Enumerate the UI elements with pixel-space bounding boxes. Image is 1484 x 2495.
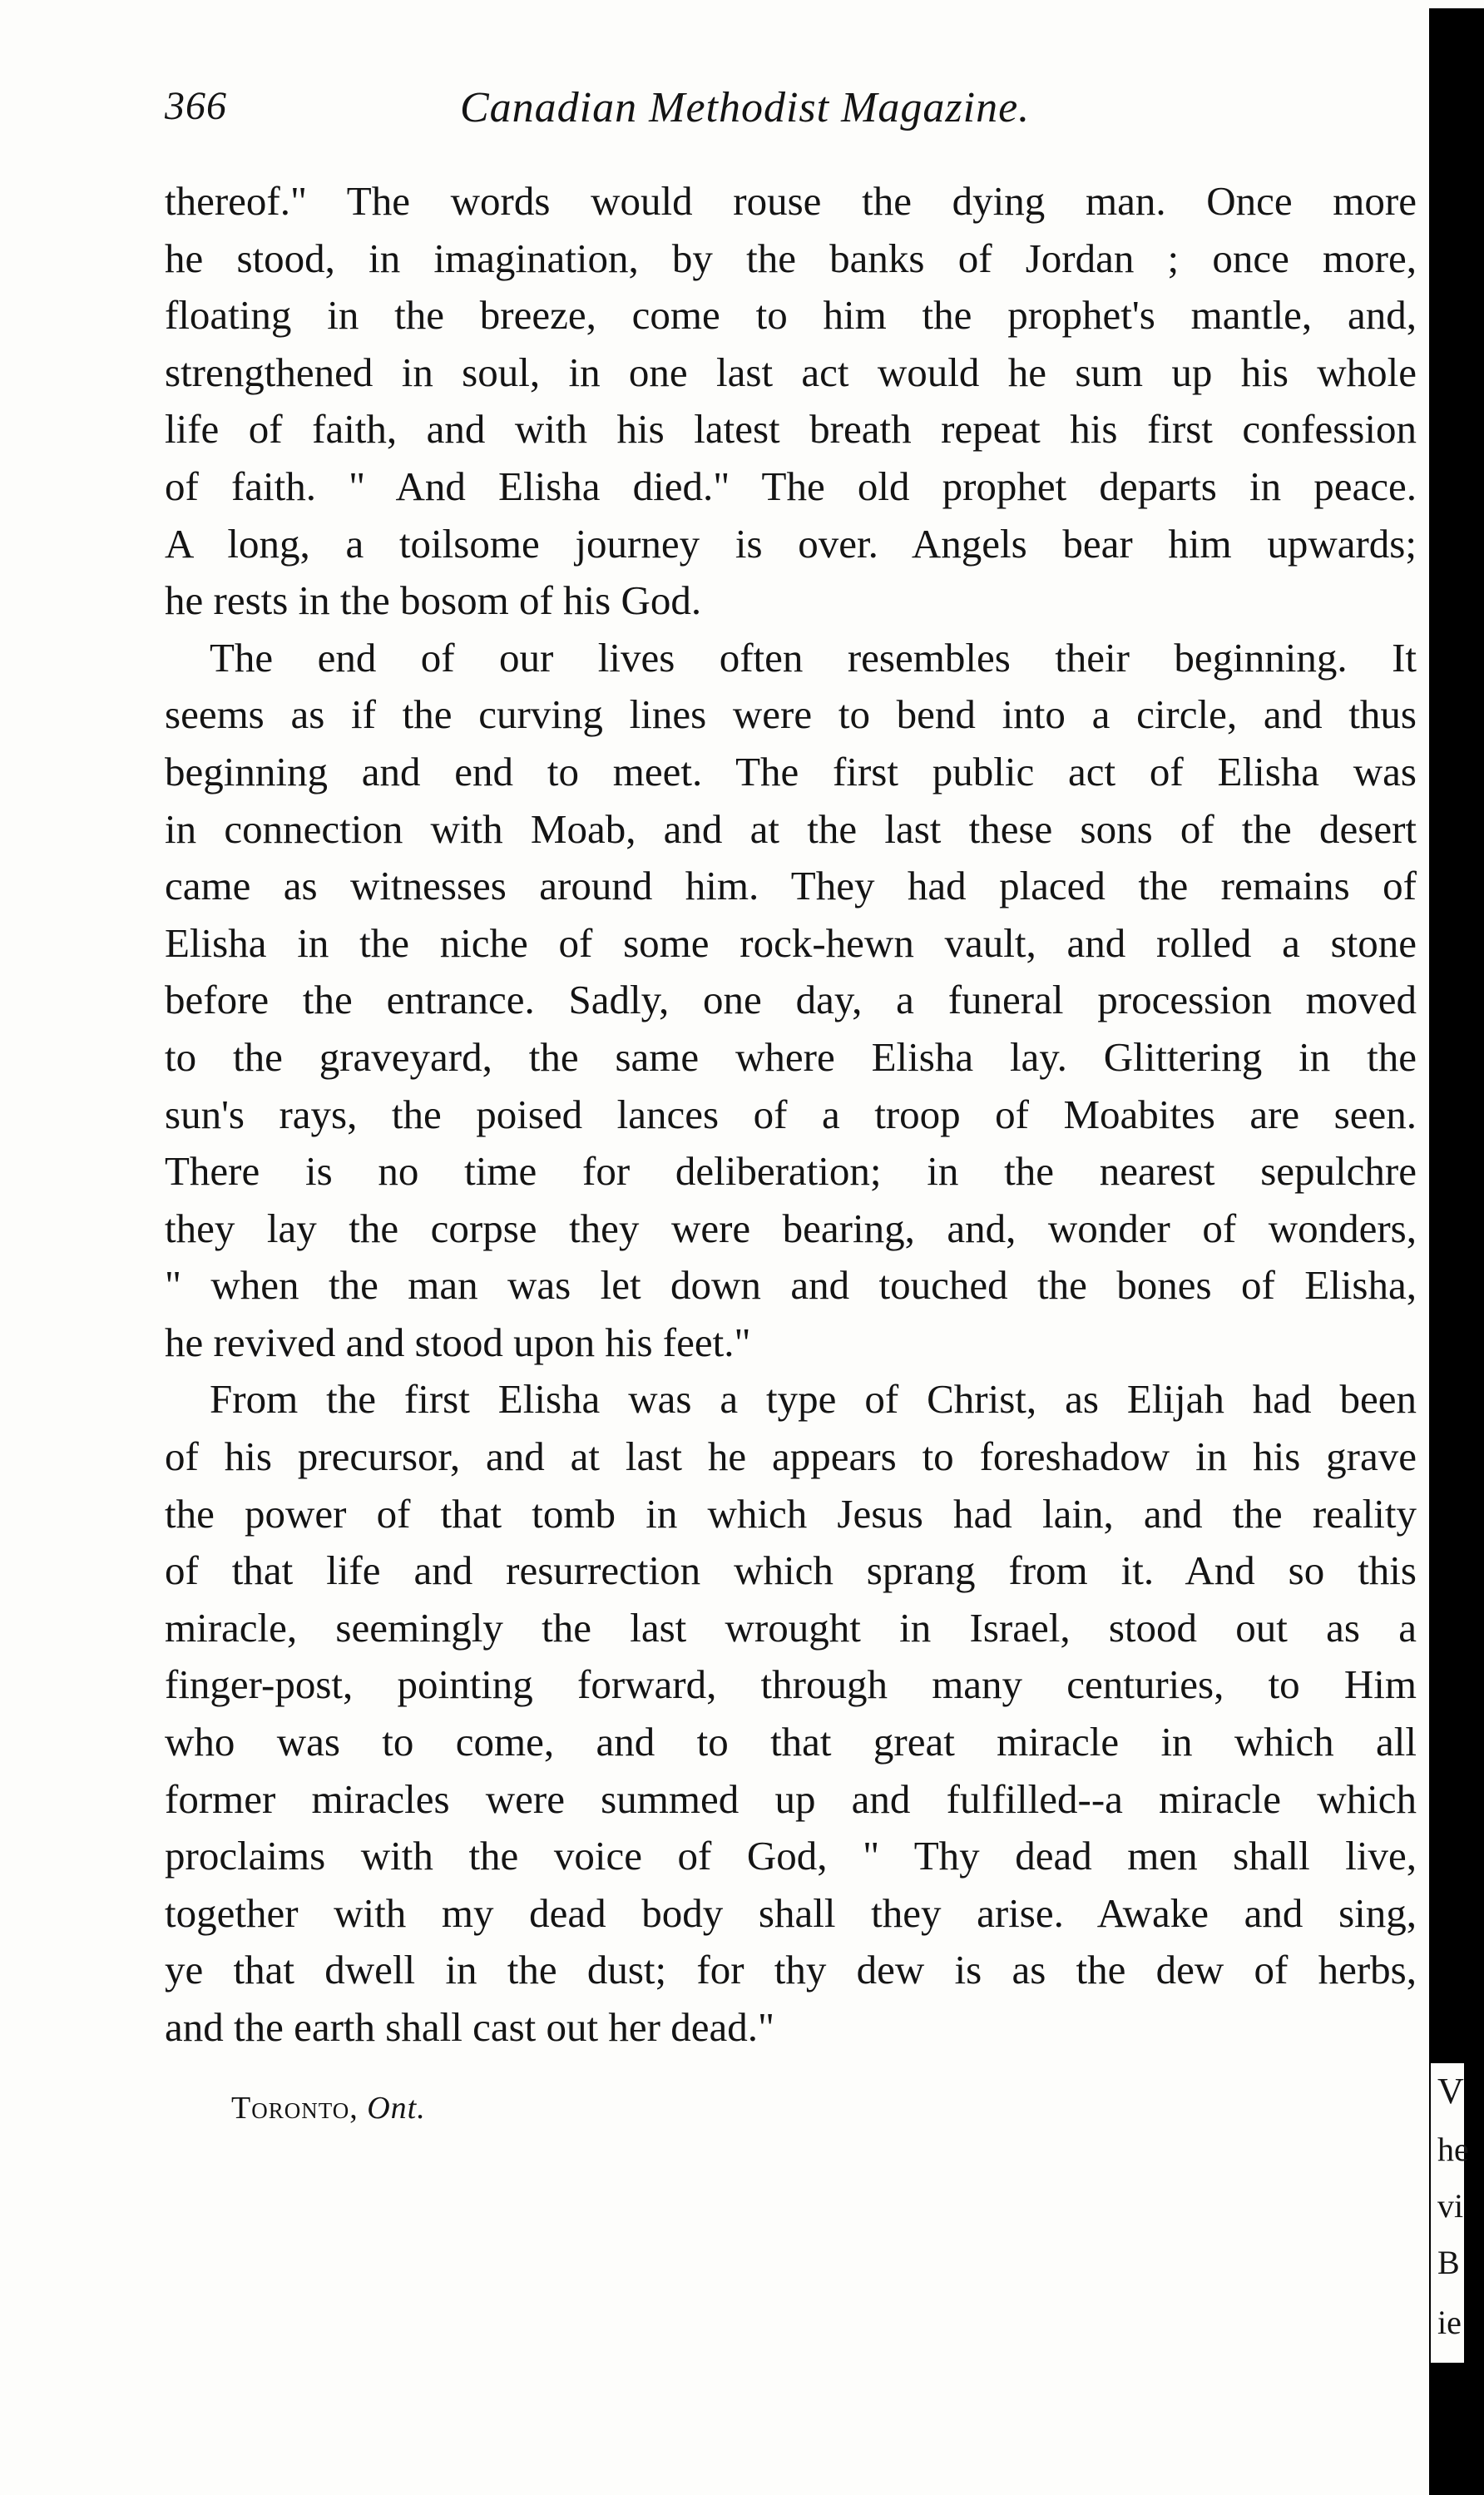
text-line: There is no time for deliberation; in the nearest sepulchre [165,1148,1417,1195]
text-line: came as witnesses around him. They had placed the remains of [165,863,1417,909]
text-line: sun's rays, the poised lances of a troop of Moabites are seen. [165,1091,1417,1137]
facing-page-fragment: he [1437,2131,1469,2168]
text-line: to the graveyard, the same where Elisha lay. Glittering in the [165,1033,1417,1080]
facing-page-fragment: vi [1437,2187,1464,2225]
text-line: of faith. " And Elisha died." The old prophet departs in peace. [165,463,1417,509]
text-line: proclaims with the voice of God, " Thy dead men shall live, [165,1833,1417,1879]
signature-province: Ont. [367,2091,426,2126]
author-location [231,2090,426,2126]
text-line: former miracles were summed up and fulfilled--a miracle which [165,1775,1417,1822]
text-line: From the first Elisha was a type of Christ, as Elijah had been [210,1376,1417,1423]
text-line: in connection with Moab, and at the last these sons of the desert [165,805,1417,852]
text-line: before the entrance. Sadly, one day, a funeral procession moved [165,977,1417,1023]
text-line: miracle, seemingly the last wrought in Israel, stood out as a [165,1604,1417,1651]
text-line: floating in the breeze, come to him the prophet's mantle, and, [165,292,1417,339]
text-line: he rests in the bosom of his God. [165,577,702,624]
page-header [165,83,1396,141]
text-line: and the earth shall cast out her dead." [165,2004,774,2050]
running-title: Canadian Methodist Magazine. [460,84,1031,131]
text-line: seems as if the curving lines were to bend into a circle, and thus [165,691,1417,738]
text-line: The end of our lives often resembles their beginning. It [210,634,1417,681]
facing-page-fragment: V [1437,2071,1464,2111]
text-line: ye that dwell in the dust; for thy dew is as the dew of herbs, [165,1947,1417,1993]
facing-page-fragment: ie [1437,2304,1462,2341]
text-line: strengthened in soul, in one last act would he sum up his whole [165,349,1417,395]
text-line: life of faith, and with his latest breath repeat his first confession [165,406,1417,453]
text-line: he stood, in imagination, by the banks of Jordan ; once more, [165,235,1417,281]
text-line: they lay the corpse they were bearing, and, wonder of wonders, [165,1205,1417,1251]
text-line: finger-post, pointing forward, through many centuries, to Him [165,1661,1417,1708]
text-line: together with my dead body shall they arise. Awake and sing, [165,1889,1417,1936]
text-line: who was to come, and to that great miracle in which all [165,1719,1417,1765]
text-line: the power of that tomb in which Jesus had lain, and the reality [165,1490,1417,1537]
text-line: " when the man was let down and touched the bones of Elisha, [165,1262,1417,1309]
article-body [165,173,1417,2057]
text-line: thereof." The words would rouse the dying man. Once more [165,178,1417,224]
text-line: A long, a toilsome journey is over. Angels bear him upwards; [165,520,1417,567]
text-line: he revived and stood upon his feet." [165,1319,751,1365]
text-line: Elisha in the niche of some rock-hewn vault, and rolled a stone [165,919,1417,966]
text-line: of his precursor, and at last he appears to foreshadow in his grave [165,1433,1417,1480]
page-number: 366 [165,84,227,128]
facing-page-fragment: B [1437,2244,1460,2281]
signature-city: Toronto, [231,2091,359,2126]
text-line: beginning and end to meet. The first public act of Elisha was [165,748,1417,795]
text-line: of that life and resurrection which sprang from it. And so this [165,1547,1417,1594]
